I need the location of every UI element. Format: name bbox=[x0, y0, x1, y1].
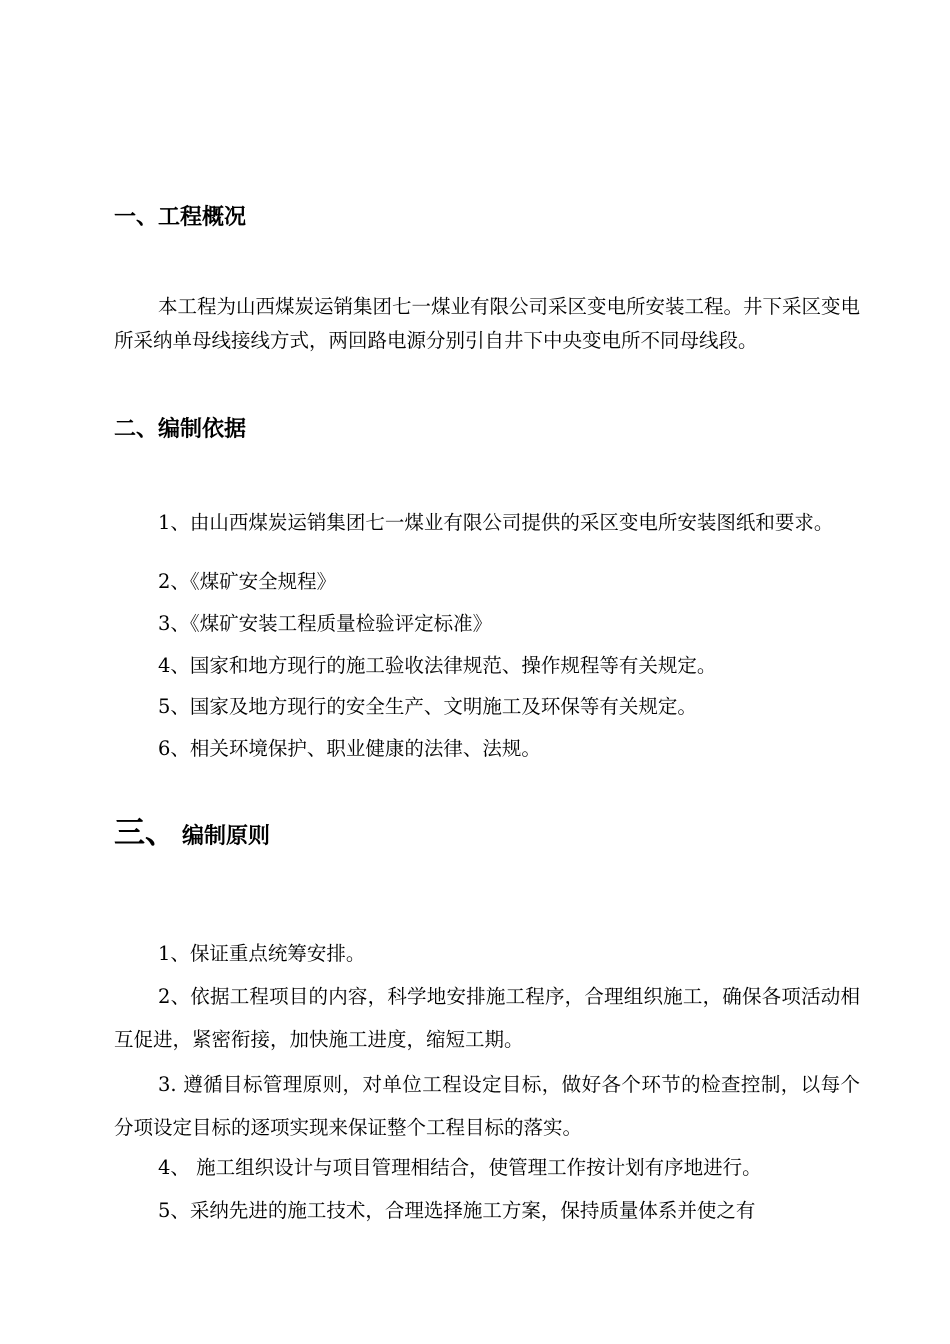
section-heading-basis: 二、编制依据 bbox=[114, 417, 247, 442]
basis-item-4: 4、国家和地方现行的施工验收法律规范、操作规程等有关规定。 bbox=[158, 654, 717, 677]
basis-item-3: 3、《煤矿安装工程质量检验评定标准》 bbox=[158, 612, 493, 635]
section-heading-principles bbox=[114, 815, 271, 852]
basis-item-2: 2、《煤矿安全规程》 bbox=[158, 570, 337, 593]
principle-item-5: 5、采纳先进的施工技术，合理选择施工方案，保持质量体系并使之有 bbox=[158, 1199, 756, 1222]
overview-paragraph: 本工程为山西煤炭运销集团七一煤业有限公司采区变电所安装工程。井下采区变电所采纳单母线接线方式，两回路电源分别引自井下中央变电所不同母线段。 bbox=[114, 295, 861, 352]
section-heading-number: 三、 bbox=[114, 815, 176, 851]
basis-item-6: 6、相关环境保护、职业健康的法律、法规。 bbox=[158, 737, 541, 760]
basis-item-1: 1、由山西煤炭运销集团七一煤业有限公司提供的采区变电所安装图纸和要求。 bbox=[158, 511, 834, 534]
section-heading-title: 编制原则 bbox=[182, 824, 271, 849]
section-heading-overview: 一、工程概况 bbox=[114, 205, 247, 230]
principle-item-2: 2、依据工程项目的内容，科学地安排施工程序，合理组织施工，确保各项活动相互促进，紧密衔接，加快施工进度，缩短工期。 bbox=[114, 985, 860, 1051]
principle-item-3: 3. 遵循目标管理原则，对单位工程设定目标，做好各个环节的检查控制，以每个分项设定目标的逐项实现来保证整个工程目标的落实。 bbox=[114, 1073, 860, 1139]
principle-item-1: 1、保证重点统筹安排。 bbox=[158, 942, 366, 965]
basis-item-5: 5、国家及地方现行的安全生产、文明施工及环保等有关规定。 bbox=[158, 695, 697, 718]
principle-item-4: 4、 施工组织设计与项目管理相结合，使管理工作按计划有序地进行。 bbox=[158, 1156, 762, 1179]
